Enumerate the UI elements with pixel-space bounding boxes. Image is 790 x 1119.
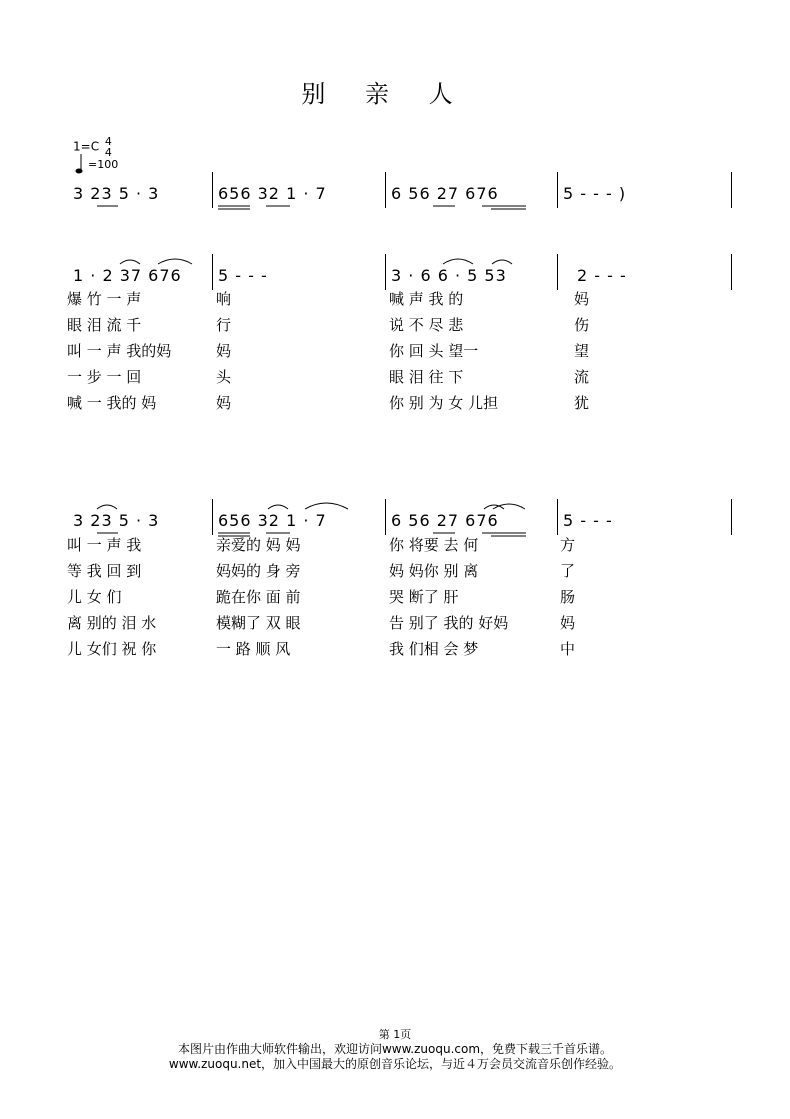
measure: 6 56 27 676 <box>391 184 499 203</box>
lyric-text: 离 别的 泪 水 <box>67 614 157 632</box>
measure: 3 · 6 6 · 5 53 <box>391 266 507 285</box>
underlines-intro <box>0 184 790 224</box>
lyric-text: 行 <box>216 316 232 334</box>
measure: 5 - - - <box>218 266 268 285</box>
lyric-text: 叫 一 声 我的妈 <box>67 342 172 360</box>
intro-staff <box>0 184 790 234</box>
lyrics-line <box>0 392 790 414</box>
measure: 3 23 5 · 3 <box>73 184 160 203</box>
lyric-text: 爆 竹 一 声 <box>67 290 142 308</box>
lyrics-line <box>0 586 790 608</box>
measure: 6 56 27 676 <box>391 511 499 530</box>
lyric-text: 了 <box>560 562 576 580</box>
lyric-text: 哭 断了 肝 <box>389 588 459 606</box>
lyrics-line <box>0 560 790 582</box>
lyric-text: 眼 泪 往 下 <box>389 368 464 386</box>
lyric-text: 你 别 为 女 儿担 <box>389 394 499 412</box>
quarter-note-icon <box>75 152 89 180</box>
lyric-text: 方 <box>560 536 576 554</box>
lyric-text: 中 <box>560 640 576 658</box>
lyric-text: 流 <box>574 368 590 386</box>
lyric-text: 儿 女们 祝 你 <box>67 640 157 658</box>
lyrics-line <box>0 366 790 388</box>
lyric-text: 我 们相 会 梦 <box>389 640 479 658</box>
lyric-text: 模糊了 双 眼 <box>216 614 301 632</box>
lyrics-line <box>0 340 790 362</box>
time-signature-bottom: 4 <box>104 146 112 159</box>
lyric-text: 儿 女 们 <box>67 588 122 606</box>
lyric-text: 喊 一 我的 妈 <box>67 394 157 412</box>
lyric-text: 伤 <box>574 316 590 334</box>
lyric-text: 肠 <box>560 588 576 606</box>
time-signature-top: 4 <box>104 135 112 148</box>
lyric-text: 你 回 头 望一 <box>389 342 479 360</box>
lyric-text: 头 <box>216 368 232 386</box>
lyric-text: 喊 声 我 的 <box>389 290 464 308</box>
lyric-text: 你 将要 去 何 <box>389 536 479 554</box>
lyric-text: 妈妈的 身 旁 <box>216 562 301 580</box>
lyric-text: 亲爱的 妈 妈 <box>216 536 301 554</box>
measure: 656 32 1 · 7 <box>218 184 327 203</box>
tempo-marking: =100 <box>88 158 119 171</box>
lyric-text: 响 <box>216 290 232 308</box>
lyric-text: 说 不 尽 悲 <box>389 316 464 334</box>
lyrics-line <box>0 534 790 556</box>
lyrics-line <box>0 612 790 634</box>
lyric-text: 犹 <box>574 394 590 412</box>
lyric-text: 妈 <box>216 342 232 360</box>
measure: 2 - - - <box>577 266 627 285</box>
lyric-text: 妈 <box>560 614 576 632</box>
footer-line-1: 本图片由作曲大师软件输出，欢迎访问www.zuoqu.com，免费下载三千首乐谱。 <box>177 1042 613 1056</box>
lyric-text: 叫 一 声 我 <box>67 536 142 554</box>
lyrics-line <box>0 314 790 336</box>
measure: 5 - - - <box>563 511 613 530</box>
lyric-text: 妈 <box>216 394 232 412</box>
lyric-text: 一 步 一 回 <box>67 368 142 386</box>
measure: 656 32 1 · 7 <box>218 511 327 530</box>
footer-line-2: www.zuoqu.net，加入中国最大的原创音乐论坛，与近４万会员交流音乐创作经验。 <box>168 1057 622 1071</box>
lyric-text: 告 别了 我的 好妈 <box>389 614 509 632</box>
time-signature <box>105 136 112 158</box>
key-label: 1=C <box>73 139 100 154</box>
lyric-text: 一 路 顺 风 <box>216 640 291 658</box>
page-title: 别 亲 人 <box>301 80 469 108</box>
measure: 3 23 5 · 3 <box>73 511 160 530</box>
measure: 5 - - - ) <box>563 184 627 203</box>
lyric-text: 眼 泪 流 千 <box>67 316 142 334</box>
lyric-text: 妈 妈你 别 离 <box>389 562 479 580</box>
page-number: 第 1页 <box>378 1028 412 1041</box>
lyrics-line <box>0 288 790 310</box>
lyric-text: 跪在你 面 前 <box>216 588 301 606</box>
measure: 1 · 2 37 676 <box>73 266 182 285</box>
lyric-text: 妈 <box>574 290 590 308</box>
lyric-text: 等 我 回 到 <box>67 562 142 580</box>
lyric-text: 望 <box>574 342 590 360</box>
lyrics-line <box>0 638 790 660</box>
